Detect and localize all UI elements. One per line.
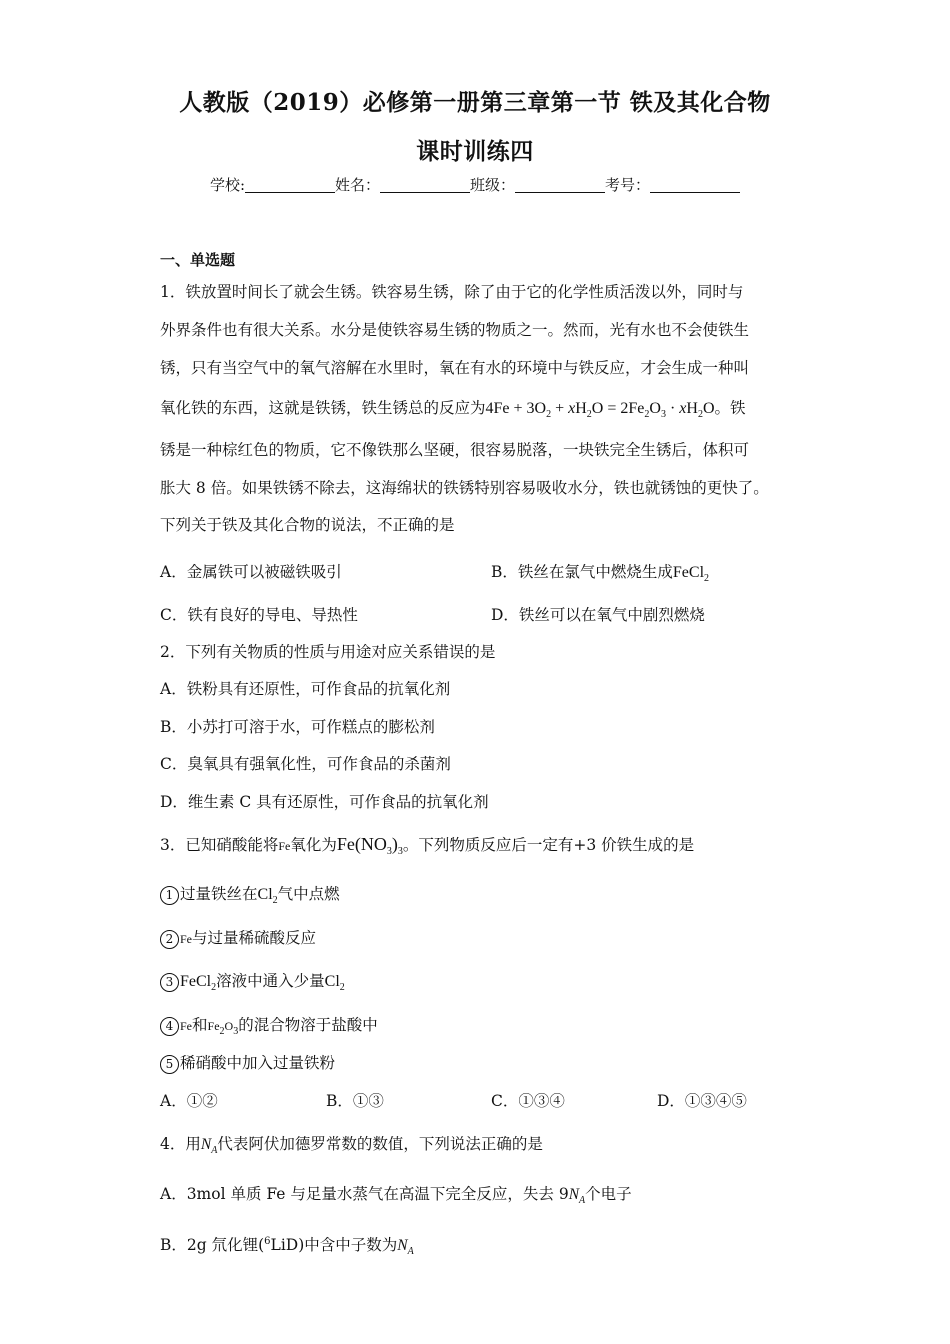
fe-symbol-2: Fe [180, 932, 192, 946]
q3-item-4-b: 的混合物溶于盐酸中 [238, 1016, 378, 1034]
student-info-line [0, 174, 950, 195]
q4-option-b-text: B．2g 氘化锂( [160, 1236, 265, 1254]
document-title: 人教版（2019）必修第一册第三章第一节 铁及其化合物 [179, 89, 771, 116]
q4-option-b-tail: LiD)中含中子数为 [270, 1236, 398, 1254]
q2-option-b[interactable]: B．小苏打可溶于水，可作糕点的膨松剂 [160, 718, 435, 736]
q4-option-a-tail: 个电子 [585, 1185, 632, 1203]
q4-option-a[interactable] [160, 1182, 632, 1204]
q1-option-b[interactable] [491, 560, 709, 582]
q1-line-7: 下列关于铁及其化合物的说法，不正确的是 [160, 516, 455, 534]
fe-symbol: Fe [278, 839, 291, 853]
q3-item-5 [160, 1051, 335, 1074]
q3-item-4-a: 和 [192, 1016, 208, 1034]
cl2-formula-2: $Cl_2$ [324, 973, 345, 993]
q3-item-5-text: 稀硝酸中加入过量铁粉 [180, 1054, 336, 1072]
q1-line-4 [160, 396, 746, 418]
q1-line-4-text: 氧化铁的东西，这就是铁锈，铁生锈总的反应为 [160, 399, 486, 417]
avogadro-symbol-2: $N_A$ [568, 1186, 586, 1206]
avogadro-symbol: $N_A$ [200, 1136, 218, 1156]
q4-option-b[interactable] [160, 1233, 414, 1255]
avogadro-symbol-3: $N_A$ [397, 1237, 414, 1257]
q3-option-b[interactable]: B．①③ [326, 1092, 384, 1110]
name-label: 姓名： [335, 176, 381, 194]
exam-no-label: 考号： [605, 176, 651, 194]
circled-3: 3 [160, 973, 179, 992]
class-blank [515, 177, 605, 193]
q2-option-d[interactable]: D．维生素 C 具有还原性，可作食品的抗氧化剂 [160, 793, 489, 811]
cl2-formula: $Cl_2$ [257, 886, 278, 906]
rust-equation: $4Fe + 3O_2 + xH_2O = 2Fe_2O_3 \cdot xH_2O$ [485, 400, 715, 420]
exam-no-blank [650, 177, 740, 193]
q1-option-b-text: B．铁丝在氯气中燃烧生成 [491, 563, 673, 581]
q4-stem-b: 代表阿伏加德罗常数的数值，下列说法正确的是 [217, 1135, 543, 1153]
q3-item-1-b: 气中点燃 [277, 885, 340, 903]
q3-item-3-text: 溶液中通入少量 [216, 972, 325, 990]
q3-stem [160, 833, 694, 855]
q1-line-6: 胀大 8 倍。如果铁锈不除去，这海绵状的铁锈特别容易吸收水分，铁也就锈蚀的更快了。 [160, 479, 769, 497]
q1-line-5: 锈是一种棕红色的物质，它不像铁那么坚硬，很容易脱落，一块铁完全生锈后，体积可 [160, 441, 750, 459]
q3-item-3 [160, 969, 345, 992]
q3-item-2-text: 与过量稀硫酸反应 [192, 929, 317, 947]
q3-item-1 [160, 882, 340, 905]
q1-option-d[interactable]: D．铁丝可以在氧气中剧烈燃烧 [491, 606, 705, 624]
circled-1: 1 [160, 886, 179, 905]
fe-no3-3-formula: $Fe(NO_3)_3$ [336, 834, 403, 857]
circled-5: 5 [160, 1055, 179, 1074]
q3-item-4 [160, 1013, 378, 1036]
q2-stem: 2．下列有关物质的性质与用途对应关系错误的是 [160, 643, 496, 661]
section-heading: 一、单选题 [160, 251, 236, 269]
fecl2-formula-2: FeCl$_2$ [180, 973, 217, 993]
q3-option-c[interactable]: C．①③④ [491, 1092, 565, 1110]
q3-stem-b: 氧化为 [290, 836, 337, 854]
q4-stem-a: 4．用 [160, 1135, 201, 1153]
school-blank [245, 177, 335, 193]
q3-item-2 [160, 926, 316, 949]
q1-line-2: 外界条件也有很大关系。水分是使铁容易生锈的物质之一。然而，光有水也不会使铁生 [160, 321, 750, 339]
class-label: 班级： [470, 176, 516, 194]
q1-option-a[interactable]: A．金属铁可以被磁铁吸引 [160, 563, 342, 581]
circled-4: 4 [160, 1017, 179, 1036]
q4-stem [160, 1132, 543, 1154]
q3-stem-a: 3．已知硝酸能将 [160, 836, 279, 854]
fe-symbol-3: Fe [180, 1019, 192, 1033]
q1-line-4-tail: 。铁 [714, 399, 746, 417]
q1-line-1: 1．铁放置时间长了就会生锈。铁容易生锈，除了由于它的化学性质活泼以外，同时与 [160, 283, 744, 301]
school-label: 学校: [209, 176, 245, 194]
q1-option-c[interactable]: C．铁有良好的导电、导热性 [160, 606, 358, 624]
q1-line-3: 锈，只有当空气中的氧气溶解在水里时，氧在有水的环境中与铁反应，才会生成一种叫 [160, 359, 750, 377]
fecl2-formula: FeCl$_2$ [672, 564, 710, 584]
q2-option-c[interactable]: C．臭氧具有强氧化性，可作食品的杀菌剂 [160, 755, 451, 773]
circled-2: 2 [160, 930, 179, 949]
document-subtitle: 课时训练四 [416, 138, 534, 165]
name-blank [380, 177, 470, 193]
isotope-superscript: 6 [264, 1235, 271, 1247]
fe2o3-formula: $Fe_2O_3$ [207, 1019, 239, 1037]
q3-option-d[interactable]: D．①③④⑤ [657, 1092, 747, 1110]
q3-item-1-a: 过量铁丝在 [180, 885, 258, 903]
q4-option-a-text: A．3mol 单质 Fe 与足量水蒸气在高温下完全反应，失去 9 [160, 1185, 569, 1203]
q3-option-a[interactable]: A．①② [160, 1092, 218, 1110]
q3-stem-c: 。下列物质反应后一定有+3 价铁生成的是 [402, 836, 695, 854]
q2-option-a[interactable]: A．铁粉具有还原性，可作食品的抗氧化剂 [160, 680, 451, 698]
